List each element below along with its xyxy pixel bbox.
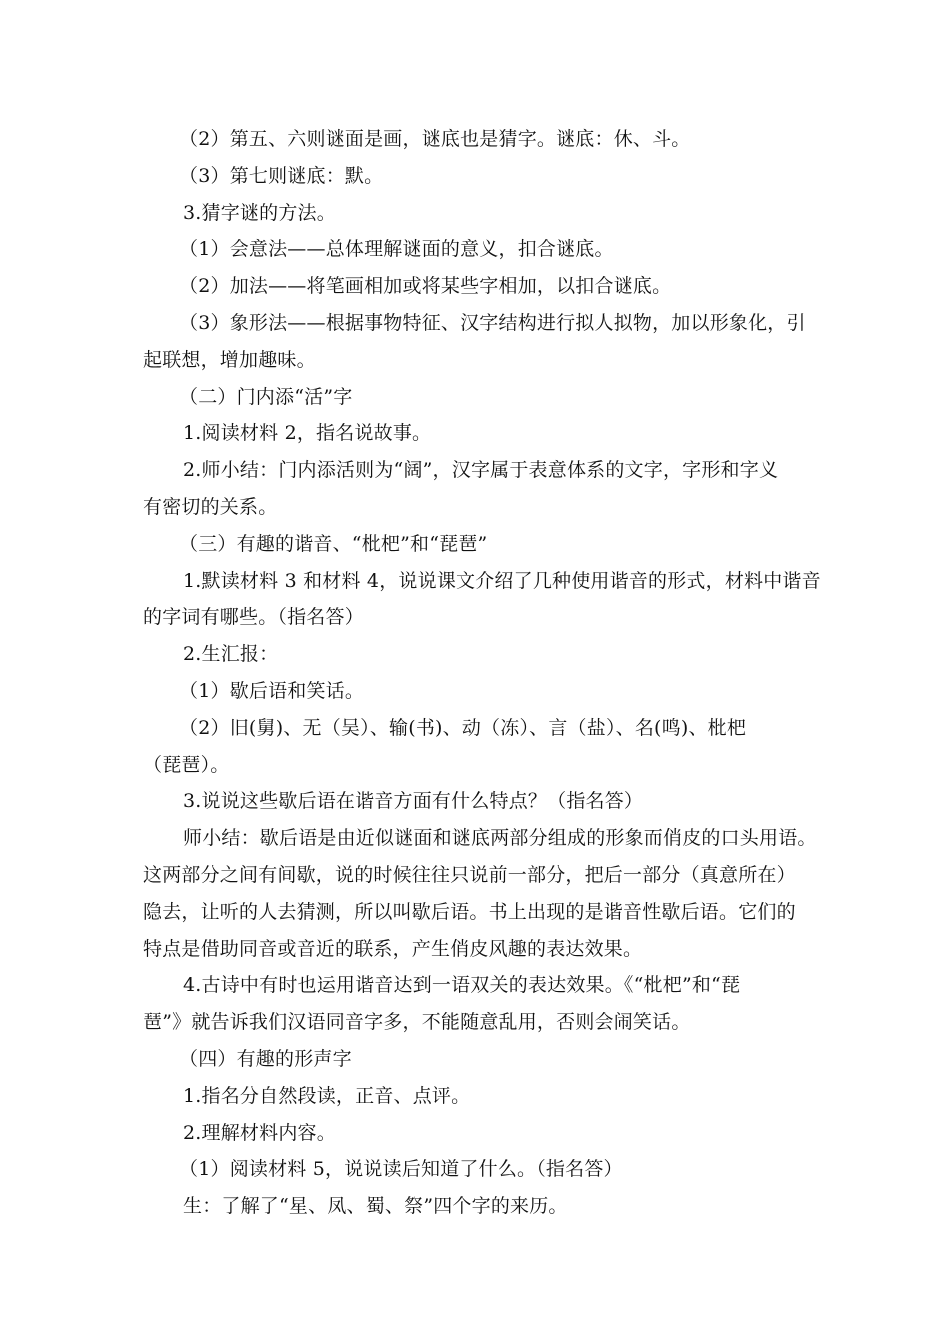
text-line: 隐去，让听的人去猜测，所以叫歇后语。书上出现的是谐音性歇后语。它们的 <box>143 900 796 923</box>
text-line: （1）会意法——总体理解谜面的意义，扣合谜底。 <box>179 238 614 261</box>
section-heading: （四）有趣的形声字 <box>179 1047 352 1070</box>
text-line: 的字词有哪些。（指名答） <box>143 606 364 629</box>
text-line: 起联想，增加趣味。 <box>143 348 316 371</box>
text-line: （1）歇后语和笑话。 <box>179 679 365 702</box>
text-line: 1.默读材料 3 和材料 4，说说课文介绍了几种使用谐音的形式，材料中谐音 <box>183 569 821 592</box>
text-line: （3）象形法——根据事物特征、汉字结构进行拟人拟物，加以形象化，引 <box>179 311 806 334</box>
text-line: 3.猜字谜的方法。 <box>183 201 336 224</box>
text-line: （1）阅读材料 5，说说读后知道了什么。（指名答） <box>179 1158 623 1181</box>
text-line: （2）加法——将笔画相加或将某些字相加，以扣合谜底。 <box>179 275 672 298</box>
text-line: （3）第七则谜底：默。 <box>179 164 384 187</box>
text-line: 1.阅读材料 2，指名说故事。 <box>183 422 432 445</box>
text-line: 1.指名分自然段读，正音、点评。 <box>183 1084 471 1107</box>
text-line: 琶”》就告诉我们汉语同音字多，不能随意乱用，否则会闹笑话。 <box>143 1011 691 1034</box>
text-line: （2）旧(舅)、无（吴）、输(书)、动（冻）、言（盐）、名(鸣)、枇杷 <box>179 716 747 739</box>
text-line: 生：了解了“星、凤、蜀、祭”四个字的来历。 <box>183 1195 568 1218</box>
text-line: 2.理解材料内容。 <box>183 1121 336 1144</box>
text-line: 2.生汇报： <box>183 643 279 666</box>
document-body <box>143 121 821 1225</box>
text-line: （2）第五、六则谜面是画，谜底也是猜字。谜底：休、斗。 <box>179 128 691 150</box>
text-line: 3.说说这些歇后语在谐音方面有什么特点？（指名答） <box>183 790 644 813</box>
section-heading: （二）门内添“活”字 <box>179 385 353 408</box>
text-line: （琵琶）。 <box>143 753 230 776</box>
text-line: 4.古诗中有时也运用谐音达到一语双关的表达效果。《“枇杷”和“琵 <box>183 974 741 997</box>
text-line: 师小结：歇后语是由近似谜面和谜底两部分组成的形象而俏皮的口头用语。 <box>183 827 817 850</box>
text-line: 2.师小结：门内添活则为“阔”，汉字属于表意体系的文字，字形和字义 <box>183 459 779 482</box>
text-line: 有密切的关系。 <box>143 495 278 518</box>
section-heading: （三）有趣的谐音、“枇杷”和“琵琶” <box>179 532 488 555</box>
text-line: 这两部分之间有间歇，说的时候往往只说前一部分，把后一部分（真意所在） <box>143 863 796 886</box>
text-line: 特点是借助同音或音近的联系，产生俏皮风趣的表达效果。 <box>143 937 643 960</box>
